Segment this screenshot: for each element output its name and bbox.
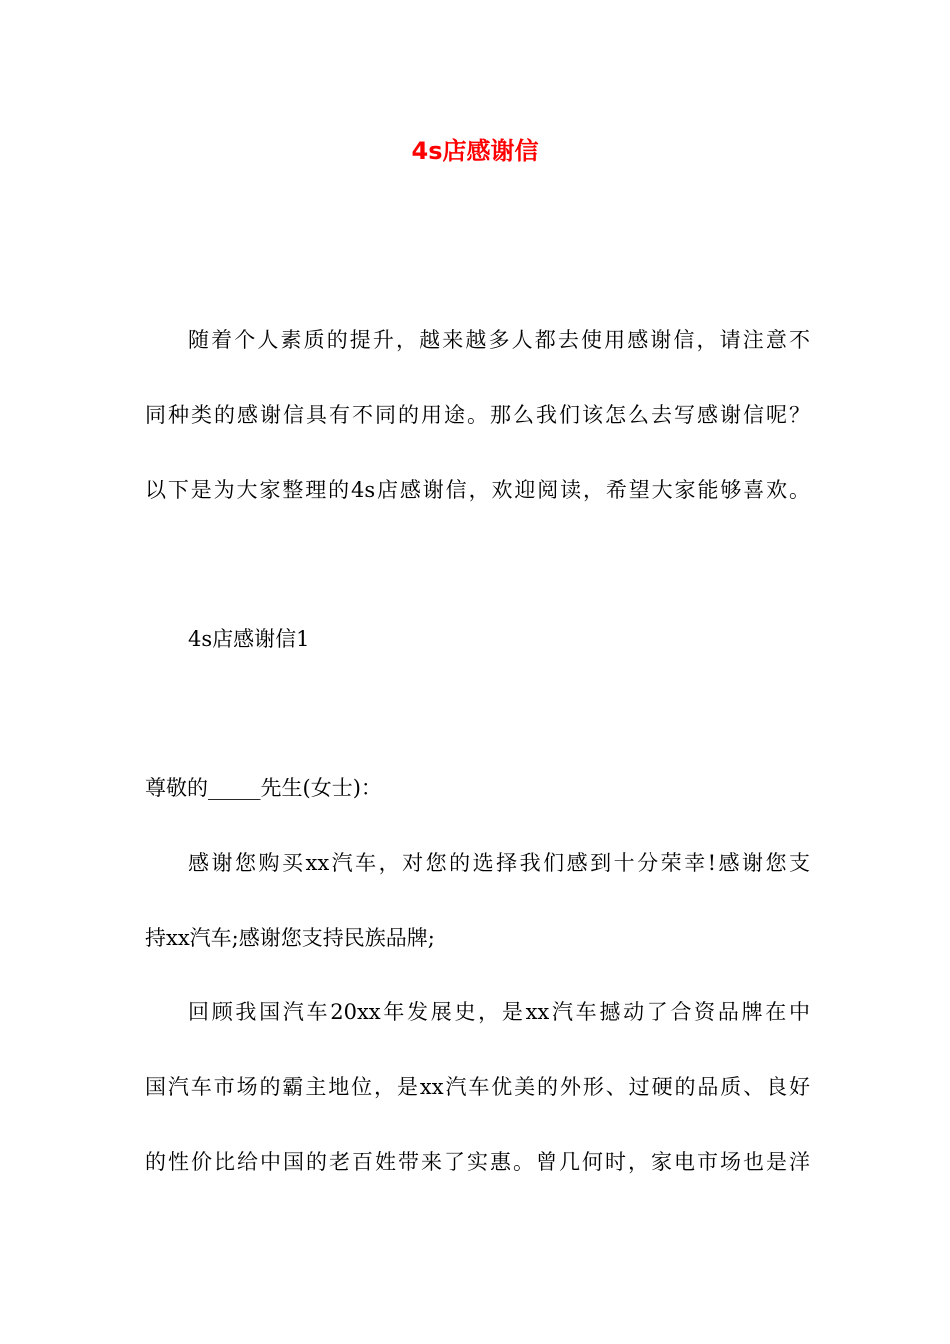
- para2-line-3: 的性价比给中国的老百姓带来了实惠。曾几何时，家电市场也是洋: [145, 1150, 810, 1174]
- para2-line-2: 国汽车市场的霸主地位，是xx汽车优美的外形、过硬的品质、良好: [145, 1075, 810, 1099]
- intro-line-3: 以下是为大家整理的4s店感谢信，欢迎阅读，希望大家能够喜欢。: [145, 478, 810, 502]
- intro-line-1: 随着个人素质的提升，越来越多人都去使用感谢信，请注意不: [188, 328, 810, 352]
- para1-line-1: 感谢您购买xx汽车，对您的选择我们感到十分荣幸!感谢您支: [188, 851, 810, 875]
- intro-line-2: 同种类的感谢信具有不同的用途。那么我们该怎么去写感谢信呢？: [145, 403, 810, 427]
- salutation: 尊敬的_____先生(女士)：: [145, 776, 382, 800]
- section-heading: 4s店感谢信1: [188, 627, 310, 651]
- document-title: 4s店感谢信: [411, 137, 539, 165]
- para2-line-1: 回顾我国汽车20xx年发展史，是xx汽车撼动了合资品牌在中: [188, 1000, 810, 1024]
- para1-line-2: 持xx汽车;感谢您支持民族品牌;: [145, 926, 435, 950]
